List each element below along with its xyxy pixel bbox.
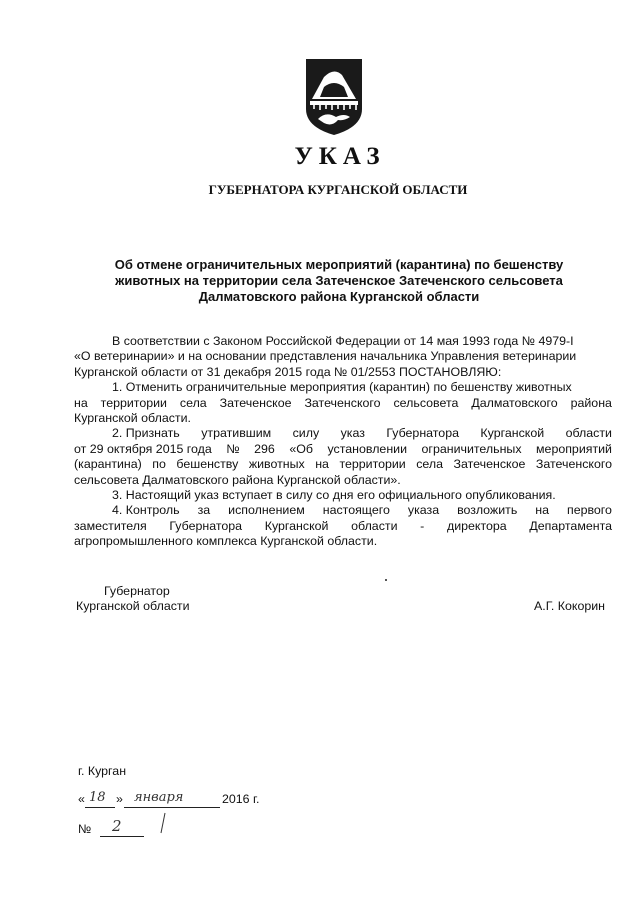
day-underline <box>85 807 115 808</box>
word: по <box>152 457 166 472</box>
word: области <box>565 426 612 441</box>
date-day-handwritten: 18 <box>89 790 106 805</box>
signatory-position: Губернатор <box>104 584 170 598</box>
signatory-name: А.Г. Кокорин <box>534 599 606 613</box>
decree-number <box>78 817 198 842</box>
item-2-line <box>74 426 612 441</box>
date-month-handwritten: января <box>134 790 184 805</box>
number-label: № <box>78 822 92 836</box>
issue-date <box>78 792 298 812</box>
ink-speck <box>385 579 387 581</box>
item-1-line: Курганской области. <box>74 411 191 426</box>
word: села <box>416 457 444 472</box>
word: за <box>197 503 211 518</box>
word: указ <box>340 426 365 441</box>
decree-body <box>74 334 612 550</box>
word: исполнением <box>228 503 305 518</box>
word: животных <box>248 457 305 472</box>
date-close-quote: » <box>116 792 123 806</box>
word: - <box>420 518 425 533</box>
word: территории <box>339 457 406 472</box>
word: указа <box>407 503 440 518</box>
word: Далматовского <box>471 395 558 410</box>
word: на <box>315 457 329 472</box>
item-4-line: агропромышленного комплекса Курганской области. <box>74 534 378 549</box>
word: 296 <box>254 441 275 456</box>
date-open-quote: « <box>78 792 85 806</box>
word: Затеченское <box>453 457 526 472</box>
item-2-line: сельсовета Далматовского района Курганской области». <box>74 472 401 487</box>
word: первого <box>566 503 612 518</box>
heading-line: Об отмене ограничительных мероприятий (карантина) по бешенству <box>114 257 564 272</box>
signatory-region: Курганской области <box>76 599 190 613</box>
number-handwritten: 2 <box>112 817 122 835</box>
word: мероприятий <box>536 441 612 456</box>
issue-city: г. Курган <box>78 764 127 778</box>
item-2-line <box>74 442 612 457</box>
heading-line: животных на территории села Затеченское Затеченского сельсовета <box>115 273 563 288</box>
document-title: УКАЗ <box>294 143 386 170</box>
item-4-line <box>74 503 612 518</box>
word: Затеченского <box>304 395 381 410</box>
word: Губернатора <box>169 518 243 533</box>
preamble-line: Курганской области от 31 декабря 2015 года № 01/2553 ПОСТАНОВЛЯЮ: <box>74 364 502 379</box>
word: № <box>226 441 240 456</box>
word: заместителя <box>74 518 147 533</box>
word: «Об <box>289 441 313 456</box>
item-1-line <box>74 396 612 411</box>
word: силу <box>292 426 320 441</box>
word: директора <box>447 518 507 533</box>
word: Курганской <box>264 518 329 533</box>
word: на <box>74 395 88 410</box>
word: Затеченского <box>535 457 612 472</box>
heading-line: Далматовского района Курганской области <box>198 289 480 304</box>
decree-heading <box>100 257 578 305</box>
word: района <box>570 395 612 410</box>
word: села <box>179 395 207 410</box>
word: ограничительных <box>421 441 522 456</box>
word: установлении <box>327 441 408 456</box>
item-2-line <box>74 457 612 472</box>
word: бешенству <box>176 457 239 472</box>
word: территории <box>100 395 167 410</box>
word: от 29 октября 2015 года <box>74 441 212 456</box>
word: Департамента <box>529 518 612 533</box>
item-4-line <box>74 519 612 534</box>
word: 4. Контроль <box>112 503 180 518</box>
word: Курганской <box>480 426 545 441</box>
word: 2. Признать <box>112 426 180 441</box>
word: настоящего <box>322 503 390 518</box>
preamble-line: «О ветеринарии» и на основании представления начальника Управления ветеринарии <box>74 349 577 364</box>
word: Затеченское <box>219 395 292 410</box>
word: на <box>535 503 549 518</box>
document-subtitle: ГУБЕРНАТОРА КУРГАНСКОЙ ОБЛАСТИ <box>208 182 468 197</box>
word: (карантина) <box>74 457 142 472</box>
item-1-line: 1. Отменить ограничительные мероприятия (карантин) по бешенству животных <box>112 380 572 395</box>
word: Губернатора <box>386 426 459 441</box>
number-underline <box>100 836 144 837</box>
pen-stroke-mark <box>160 812 166 834</box>
preamble-line: В соответствии с Законом Российской Федерации от 14 мая 1993 года № 4979-I <box>112 334 574 348</box>
word: утратившим <box>201 426 272 441</box>
word: сельсовета <box>393 395 459 410</box>
item-3-line: 3. Настоящий указ вступает в силу со дня его официального опубликования. <box>112 488 556 503</box>
month-underline <box>124 807 220 808</box>
word: области <box>351 518 398 533</box>
coat-of-arms-icon <box>304 57 364 137</box>
date-year: 2016 г. <box>222 792 260 806</box>
word: возложить <box>457 503 518 518</box>
